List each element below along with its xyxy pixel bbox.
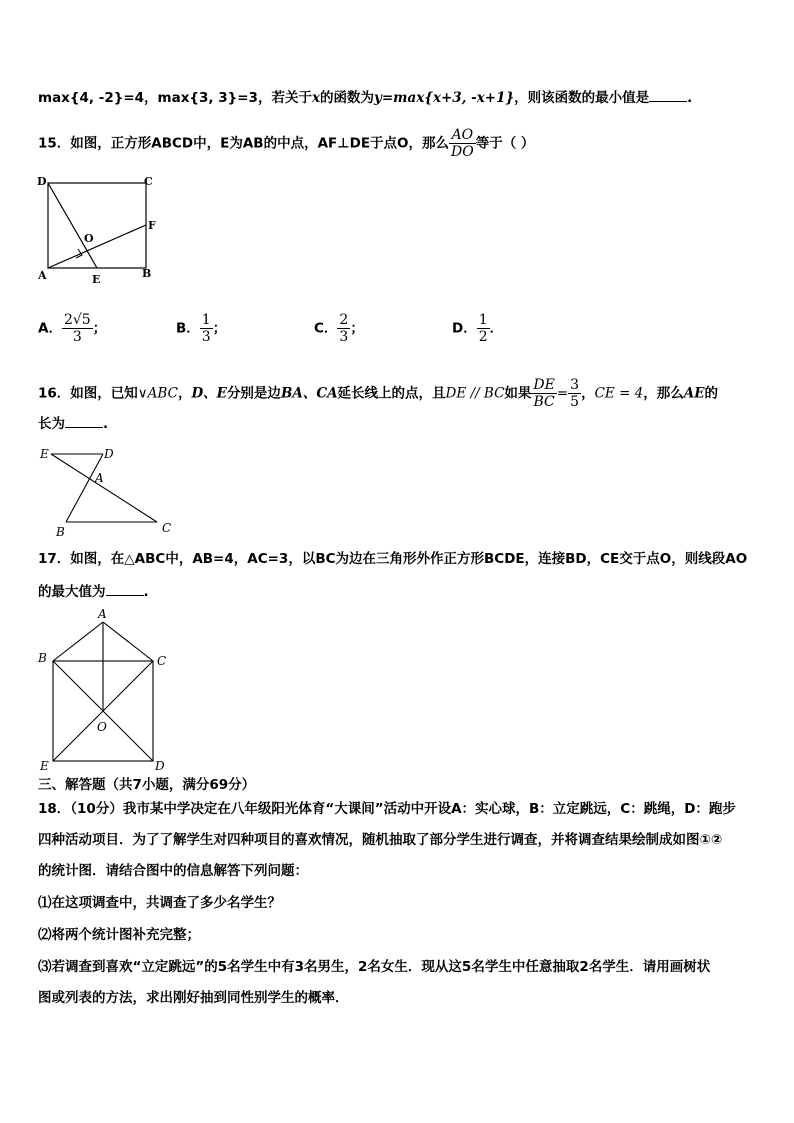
q17-line1: 17．如图，在△ABC中，AB=4，AC=3，以BC为边在三角形外作正方形BCDE，连接BD，CE交于点O，则线段AO bbox=[38, 551, 748, 567]
q17-text-line2: 的最大值为 bbox=[38, 584, 106, 600]
q16-text-a: 16．如图，已知 bbox=[38, 385, 138, 402]
q15-figure bbox=[30, 168, 170, 288]
label-e: E bbox=[40, 759, 49, 773]
q18-line2: 四种活动项目．为了了解学生对四种项目的喜欢情况，随机抽取了部分学生进行调查，并将调查结果绘制成如图①② bbox=[38, 832, 723, 848]
option-tail: ； bbox=[212, 320, 227, 337]
q18-sub1: ⑴在这项调查中，共调查了多少名学生？ bbox=[38, 895, 281, 911]
frac-den: 2 bbox=[478, 329, 488, 345]
frac-den: 3 bbox=[72, 329, 82, 345]
label-b: B bbox=[56, 525, 65, 539]
q14-function: y=max{x+3, -x+1} bbox=[374, 90, 515, 106]
square-abcd bbox=[48, 183, 146, 268]
frac-den: 5 bbox=[570, 394, 580, 410]
q18-line1: 18．（10分）我市某中学决定在八年级阳光体育“大课间”活动中开设A：实心球，B：立定跳远，C：跳绳，D：跑步 bbox=[38, 801, 736, 817]
q15-option-a[interactable] bbox=[38, 312, 106, 345]
q16-figure bbox=[30, 440, 180, 540]
q16-ae: AE bbox=[683, 385, 705, 402]
q16-text-d: 延长线上的点，且 bbox=[337, 385, 446, 402]
q16-stem bbox=[38, 377, 718, 410]
label-c: C bbox=[144, 175, 153, 188]
answer-blank bbox=[649, 89, 687, 102]
q14-var-x: x bbox=[311, 90, 321, 106]
q14-text-3: ，则该函数的最小值是 bbox=[514, 90, 650, 106]
q15-text-a: 15．如图，正方形ABCD中，E为AB的中点，AF⊥DE于点O，那么 bbox=[38, 135, 450, 152]
q16-value bbox=[568, 377, 581, 410]
answer-blank bbox=[65, 415, 103, 428]
frac-num: 1 bbox=[201, 312, 211, 328]
option-fraction bbox=[62, 312, 93, 345]
frac-den: 3 bbox=[201, 329, 211, 345]
q18-line3: 的统计图．请结合图中的信息解答下列问题： bbox=[38, 863, 308, 879]
q15-frac-den: DO bbox=[451, 144, 474, 160]
q14-end: . bbox=[687, 90, 693, 106]
q15-text-b: 等于（ ） bbox=[475, 135, 535, 152]
option-fraction bbox=[477, 312, 490, 345]
segment-af bbox=[48, 225, 146, 268]
option-tail: ； bbox=[92, 320, 107, 337]
label-o: O bbox=[84, 232, 94, 245]
label-f: F bbox=[148, 219, 156, 232]
q18-sub3b: 图或列表的方法，求出刚好抽到同性别学生的概率． bbox=[38, 990, 349, 1006]
segment-ac bbox=[103, 622, 153, 661]
q15-frac-num: AO bbox=[449, 127, 476, 144]
q16-equals: = bbox=[556, 385, 569, 402]
q16-end: . bbox=[103, 416, 109, 432]
label-e: E bbox=[92, 273, 101, 286]
label-c: C bbox=[157, 654, 167, 668]
label-b: B bbox=[38, 651, 47, 665]
q15-stem bbox=[38, 127, 534, 160]
label-a: A bbox=[98, 607, 107, 621]
q17-line2 bbox=[38, 582, 149, 602]
section-heading: 三、解答题（共7小题，满分69分） bbox=[38, 777, 256, 793]
option-label: D． bbox=[452, 320, 477, 337]
option-tail: ． bbox=[489, 320, 504, 337]
label-c: C bbox=[162, 521, 172, 535]
option-label: A． bbox=[38, 320, 62, 337]
right-angle-mark bbox=[76, 249, 82, 258]
q18-sub2: ⑵将两个统计图补充完整； bbox=[38, 927, 200, 943]
q16-text-h: 的 bbox=[704, 385, 719, 402]
q16-line2 bbox=[38, 414, 108, 434]
frac-num: 2√5 bbox=[63, 312, 91, 328]
label-e: E bbox=[40, 447, 49, 461]
q14-text-1: max{4, -2}=4，max{3, 3}=3，若关于 bbox=[38, 90, 312, 106]
q16-parallel: DE // BC bbox=[445, 385, 505, 402]
q17-figure bbox=[30, 605, 180, 775]
label-d: D bbox=[155, 759, 165, 773]
option-label: B． bbox=[176, 320, 200, 337]
option-fraction bbox=[337, 312, 350, 345]
label-a: A bbox=[38, 269, 47, 282]
q15-option-c[interactable] bbox=[314, 312, 364, 345]
q16-text-line2: 长为 bbox=[38, 416, 65, 432]
q16-text-g: ，那么 bbox=[643, 385, 684, 402]
segment-db bbox=[66, 454, 103, 522]
q15-option-b[interactable] bbox=[176, 312, 226, 345]
option-tail: ； bbox=[350, 320, 364, 337]
frac-num: 2 bbox=[339, 312, 349, 328]
q16-ratio bbox=[531, 377, 556, 410]
label-d: D bbox=[104, 447, 114, 461]
option-fraction bbox=[200, 312, 213, 345]
segment-ec bbox=[51, 454, 157, 522]
q15-fraction bbox=[449, 127, 476, 160]
frac-den: BC bbox=[533, 394, 555, 410]
label-a: A bbox=[95, 471, 104, 485]
q16-triangle: ∨ABC bbox=[137, 385, 178, 402]
q16-de: D、E bbox=[191, 385, 227, 402]
label-b: B bbox=[142, 267, 152, 280]
frac-den: 3 bbox=[339, 329, 349, 345]
q16-text-e: 如果 bbox=[504, 385, 532, 402]
q16-ce: CE = 4 bbox=[594, 385, 644, 402]
q16-text-b: ， bbox=[177, 385, 192, 402]
q14-tail bbox=[38, 88, 692, 108]
frac-num: 3 bbox=[570, 377, 580, 393]
segment-ab bbox=[53, 622, 103, 661]
frac-num: 1 bbox=[478, 312, 488, 328]
q18-sub3a: ⑶若调查到喜欢“立定跳远”的5名学生中有3名男生，2名女生．现从这5名学生中任意抽取2名学生．请用画树状 bbox=[38, 959, 711, 975]
q14-text-2: 的函数为 bbox=[320, 90, 375, 106]
q16-text-f: ， bbox=[581, 385, 595, 402]
q16-ba-ca: BA、CA bbox=[280, 385, 338, 402]
segment-de bbox=[48, 183, 97, 268]
answer-blank bbox=[106, 583, 144, 596]
q16-text-c: 分别是边 bbox=[226, 385, 281, 402]
label-o: O bbox=[97, 720, 107, 734]
q15-option-d[interactable] bbox=[452, 312, 503, 345]
q17-end: . bbox=[143, 584, 149, 600]
option-label: C． bbox=[314, 320, 338, 337]
label-d: D bbox=[37, 175, 47, 188]
frac-num: DE bbox=[533, 377, 555, 393]
